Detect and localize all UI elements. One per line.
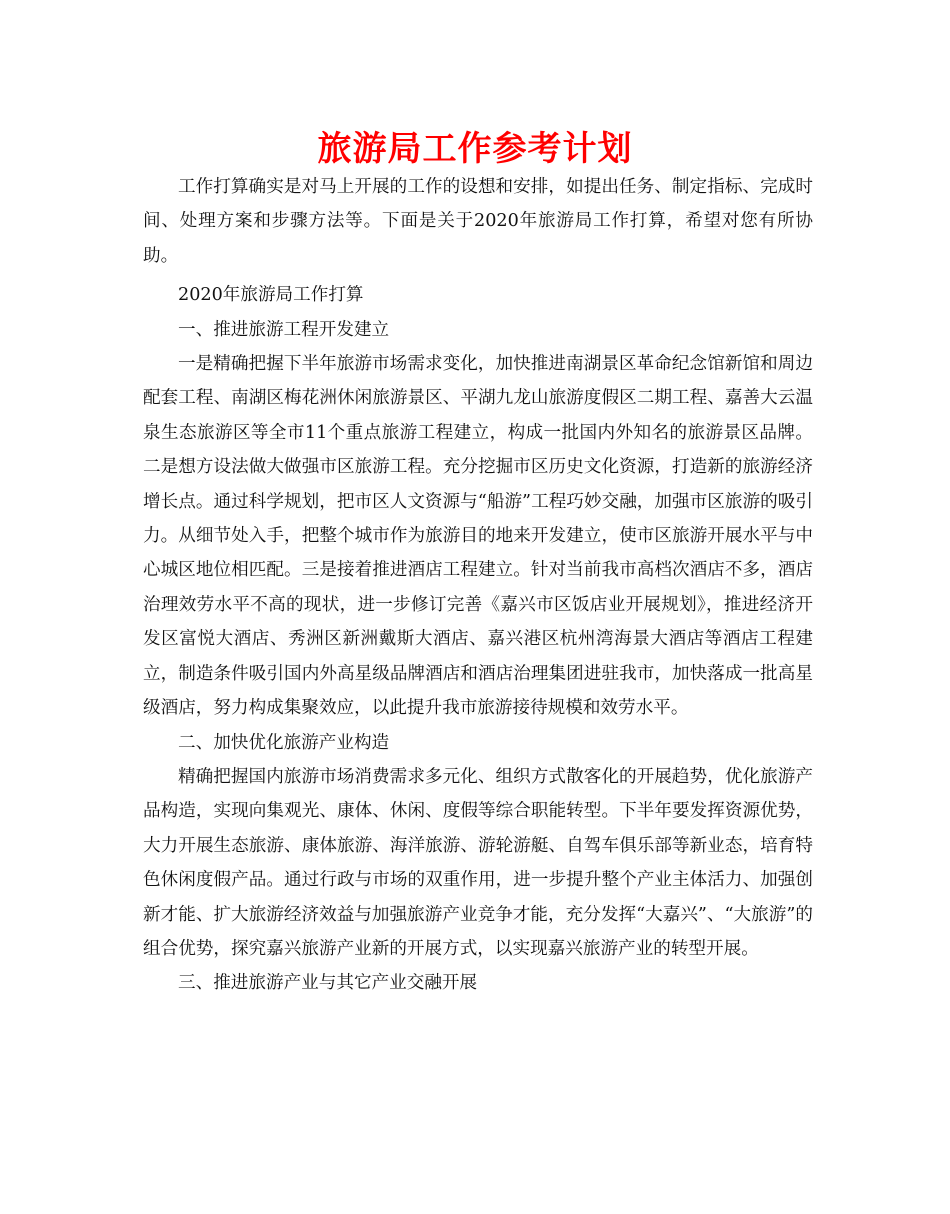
section-paragraph-2: 精确把握国内旅游市场消费需求多元化、组织方式散客化的开展趋势，优化旅游产品构造，实现向集观光、康体、休闲、度假等综合职能转型。下半年要发挥资源优势，大力开展生态旅游、康体旅游、海洋旅游、游轮游艇、自驾车俱乐部等新业态，培育特色休闲度假产品。通过行政与市场的双重作用，进一步提升整个产业主体活力、加强创新才能、扩大旅游经济效益与加强旅游产业竞争才能，充分发挥“大嘉兴”、“大旅游”的组合优势，探究嘉兴旅游产业新的开展方式，以实现嘉兴旅游产业的转型开展。 xyxy=(143,766,813,959)
intro-paragraph: 工作打算确实是对马上开展的工作的设想和安排，如提出任务、制定指标、完成时间、处理方案和步骤方法等。下面是关于2020年旅游局工作打算，希望对您有所协助。 xyxy=(143,177,813,266)
section-heading-1: 一、推进旅游工程开发建立 xyxy=(178,319,390,340)
document-body xyxy=(143,170,813,1001)
section-heading-3: 三、推进旅游产业与其它产业交融开展 xyxy=(178,973,478,994)
document-title: 旅游局工作参考计划 xyxy=(317,129,633,169)
plan-heading: 2020年旅游局工作打算 xyxy=(178,285,364,306)
section-heading-2: 二、加快优化旅游产业构造 xyxy=(178,732,390,753)
section-paragraph-1: 一是精确把握下半年旅游市场需求变化，加快推进南湖景区革命纪念馆新馆和周边配套工程、南湖区梅花洲休闲旅游景区、平湖九龙山旅游度假区二期工程、嘉善大云温泉生态旅游区等全市11个重点旅游工程建立，构成一批国内外知名的旅游景区品牌。二是想方设法做大做强市区旅游工程。充分挖掘市区历史文化资源，打造新的旅游经济增长点。通过科学规划，把市区人文资源与“船游”工程巧妙交融，加强市区旅游的吸引力。从细节处入手，把整个城市作为旅游目的地来开发建立，使市区旅游开展水平与中心城区地位相匹配。三是接着推进酒店工程建立。针对当前我市高档次酒店不多，酒店治理效劳水平不高的现状，进一步修订完善《嘉兴市区饭店业开展规划》，推进经济开发区富悦大酒店、秀洲区新洲戴斯大酒店、嘉兴港区杭州湾海景大酒店等酒店工程建立，制造条件吸引国内外高星级品牌酒店和酒店治理集团进驻我市，加快落成一批高星级酒店，努力构成集聚效应，以此提升我市旅游接待规模和效劳水平。 xyxy=(143,354,813,719)
